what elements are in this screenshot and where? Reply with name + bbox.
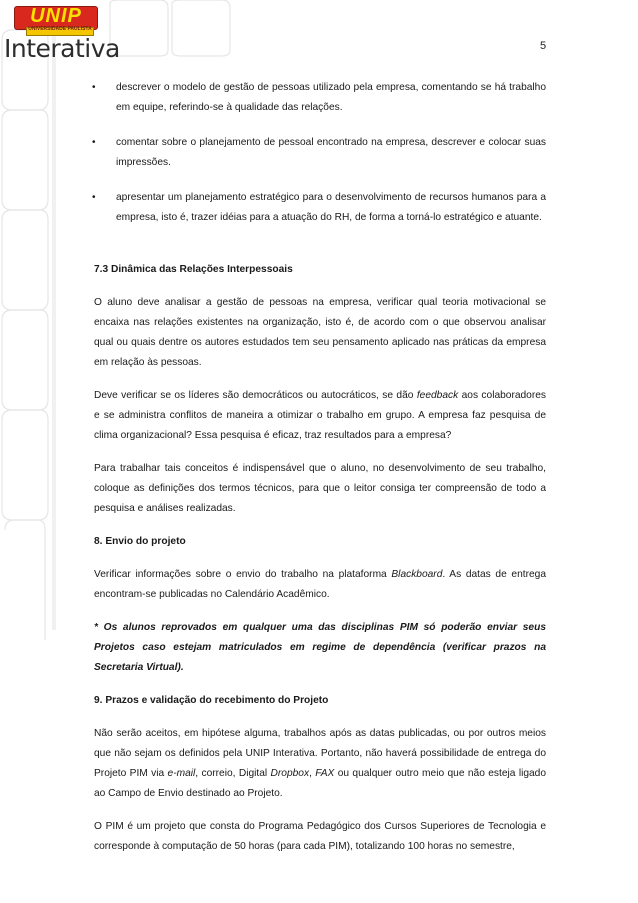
note-paragraph: * Os alunos reprovados em qualquer uma das disciplinas PIM só poderão enviar seus Projetos caso estejam matriculados em regime de dependência (verificar prazos na Secretaria Virtual). — [94, 622, 546, 673]
document-body — [94, 78, 546, 857]
list-item: • comentar sobre o planejamento de pessoal encontrado na empresa, descrever e colocar suas impressões. — [94, 133, 546, 173]
paragraph: Deve verificar se os líderes são democráticos ou autocráticos, se dão feedback aos colaboradores e se administra conflitos de maneira a otimizar o trabalho em grupo. A empresa faz pesquisa de clima organizacional? Essa pesquisa é eficaz, traz resultados para a empresa? — [94, 390, 546, 441]
bullet-list — [94, 78, 546, 228]
page-number: 5 — [540, 40, 547, 52]
unip-interativa-logo — [0, 0, 240, 62]
list-item: • descrever o modelo de gestão de pessoas utilizado pela empresa, comentando se há trabalho em equipe, referindo-se à qualidade das relações. — [94, 78, 546, 118]
logo-unip-text: UNIP — [30, 5, 82, 27]
bullet-icon: • — [92, 82, 96, 93]
section-heading: 9. Prazos e validação do recebimento do Projeto — [94, 695, 329, 706]
logo-band-text: UNIVERSIDADE PAULISTA — [28, 26, 92, 32]
bullet-icon: • — [92, 192, 96, 203]
paragraph: Para trabalhar tais conceitos é indispensável que o aluno, no desenvolvimento de seu trabalho, coloque as definições dos termos técnicos, para que o leitor consiga ter compreensão de todo a pesquisa e análises realizadas. — [94, 463, 546, 514]
section-heading: 8. Envio do projeto — [94, 536, 186, 547]
logo-interativa-text: Interativa — [4, 34, 120, 63]
paragraph: O PIM é um projeto que consta do Programa Pedagógico dos Cursos Superiores de Tecnologia e corresponde à computação de 50 horas (para cada PIM), totalizando 100 horas no semestre, — [94, 821, 546, 852]
paragraph: Verificar informações sobre o envio do trabalho na plataforma Blackboard. As datas de entrega encontram-se publicadas no Calendário Acadêmico. — [94, 569, 546, 600]
paragraph: Não serão aceitos, em hipótese alguma, trabalhos após as datas publicadas, ou por outros meios que não sejam os definidos pela UNIP Interativa. Portanto, não haverá possibilidade de entrega do Projeto PIM via e-mail, correio, Digital Dropbox, FAX ou qualquer outro meio que não esteja ligado ao Campo de Envio destinado ao Projeto. — [94, 728, 547, 799]
list-item: • apresentar um planejamento estratégico para o desenvolvimento de recursos humanos para a empresa, isto é, trazer idéias para a atuação do RH, de forma a torná-lo estratégico e atuante. — [94, 188, 546, 228]
paragraph: O aluno deve analisar a gestão de pessoas na empresa, verificar qual teoria motivacional se encaixa nas relações existentes na organização, isto é, de acordo com o que observou analisar qual ou quais dentre os autores estudados tem seu pensamento aplicado nas práticas da empresa em relação às pessoas. — [94, 297, 546, 368]
section-heading: 7.3 Dinâmica das Relações Interpessoais — [94, 264, 293, 275]
bullet-icon: • — [92, 137, 96, 148]
